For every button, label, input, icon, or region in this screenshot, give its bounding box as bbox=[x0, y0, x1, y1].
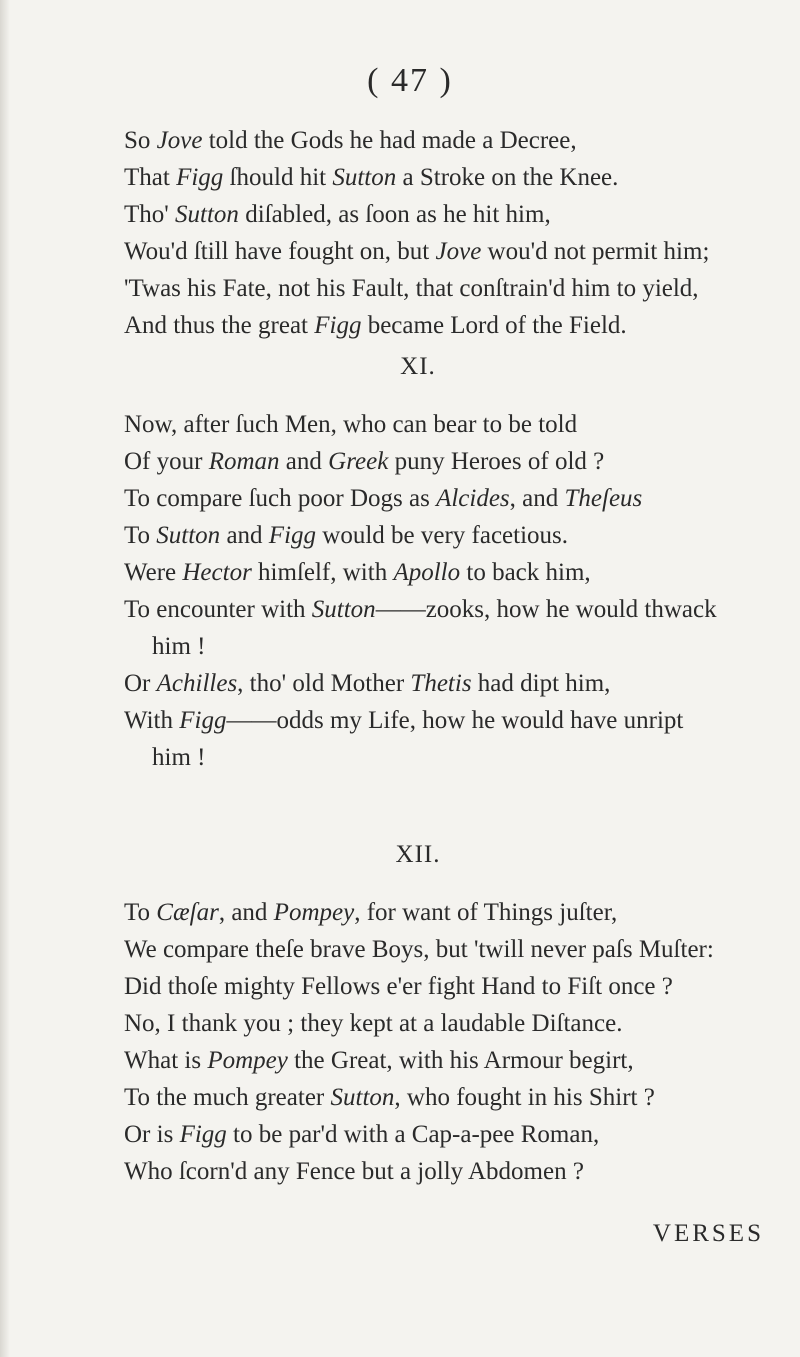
verse-line bbox=[124, 702, 800, 739]
page-gutter bbox=[0, 0, 10, 1357]
italic-name: Apollo bbox=[393, 559, 461, 586]
verse-text: diſabled, as ſoon as he hit him, bbox=[238, 201, 551, 228]
verse-text: , and bbox=[218, 899, 274, 926]
verse-line bbox=[124, 1153, 800, 1190]
verse-text: , and bbox=[509, 485, 565, 512]
verse-text: and bbox=[279, 448, 329, 475]
verse-text: puny Heroes of old ? bbox=[388, 448, 605, 475]
verse-text: , tho' old Mother bbox=[237, 670, 411, 697]
verse-line bbox=[124, 1005, 800, 1042]
verse-text: And thus the great bbox=[124, 312, 315, 339]
verse-text: , who fought in his Shirt ? bbox=[394, 1084, 655, 1111]
verse-text: What is bbox=[124, 1047, 208, 1074]
italic-name: Figg bbox=[268, 522, 317, 549]
verse-line bbox=[124, 1079, 800, 1116]
verse-text: to be par'd with a Cap-a-pee Roman, bbox=[226, 1121, 600, 1148]
verse-text: him ! bbox=[152, 744, 206, 771]
italic-name: Figg bbox=[179, 707, 227, 734]
verse-text: With bbox=[124, 707, 180, 734]
verse-text: told the Gods he had made a Decree, bbox=[202, 127, 577, 154]
verse-text: To the much greater bbox=[124, 1084, 331, 1111]
verse-line bbox=[124, 517, 800, 554]
verse-line bbox=[124, 159, 800, 196]
verse-text: That bbox=[124, 164, 177, 191]
verse-text: a Stroke on the Knee. bbox=[396, 164, 619, 191]
verse-line bbox=[124, 739, 800, 776]
verse-text: To encounter with bbox=[124, 596, 312, 623]
verse-line bbox=[124, 406, 800, 443]
verse-line bbox=[124, 628, 800, 665]
verse-text: Now, after ſuch Men, who can bear to be told bbox=[124, 411, 578, 438]
verse-text: ſhould hit bbox=[223, 164, 333, 191]
section-numeral-xii: XII. bbox=[395, 841, 441, 868]
verse-text: Did thoſe mighty Fellows e'er fight Hand to Fiſt once ? bbox=[124, 973, 673, 1000]
italic-name: Sutton bbox=[175, 201, 239, 228]
italic-name: Sutton bbox=[311, 596, 376, 623]
verse-text: Tho' bbox=[124, 201, 176, 228]
verse-text: Or is bbox=[124, 1121, 180, 1148]
stanza-xii bbox=[124, 894, 800, 1190]
stanza-xi bbox=[124, 406, 800, 776]
verse-text: To bbox=[124, 899, 157, 926]
verse-line bbox=[124, 307, 800, 344]
verse-text: Wou'd ſtill have fought on, but bbox=[124, 238, 436, 265]
italic-name: Greek bbox=[328, 448, 389, 475]
verse-text: To compare ſuch poor Dogs as bbox=[124, 485, 437, 512]
italic-name: Sutton bbox=[332, 164, 397, 191]
verse-text: the Great, with his Armour begirt, bbox=[287, 1047, 634, 1074]
italic-name: Alcides bbox=[436, 485, 510, 512]
verse-text: and bbox=[220, 522, 269, 549]
verse-text: To bbox=[124, 522, 157, 549]
verse-text: him ! bbox=[152, 633, 206, 660]
verse-text: became Lord of the Field. bbox=[361, 312, 627, 339]
italic-name: Sutton bbox=[330, 1084, 395, 1111]
verse-text: So bbox=[124, 127, 157, 154]
verse-text: wou'd not permit him; bbox=[481, 238, 710, 265]
catchword: VERSES bbox=[652, 1220, 764, 1247]
section-numeral-xi: XI. bbox=[400, 353, 436, 380]
verse-line bbox=[124, 443, 800, 480]
italic-name: Pompey bbox=[273, 899, 355, 926]
italic-name: Jove bbox=[156, 127, 203, 154]
verse-text: 'Twas his Fate, not his Fault, that conſtrain'd him to yield, bbox=[124, 275, 699, 302]
italic-name: Figg bbox=[179, 1121, 227, 1148]
verse-text: would be very facetious. bbox=[316, 522, 569, 549]
italic-name: Achilles bbox=[156, 670, 238, 697]
verse-line bbox=[124, 931, 800, 968]
verse-line bbox=[124, 894, 800, 931]
verse-text: Or bbox=[124, 670, 157, 697]
verse-text: No, I thank you ; they kept at a laudable Diſtance. bbox=[124, 1010, 623, 1037]
italic-name: Theſeus bbox=[564, 485, 643, 512]
italic-name: Hector bbox=[182, 559, 252, 586]
verse-line bbox=[124, 1042, 800, 1079]
verse-text: , for want of Things juſter, bbox=[354, 899, 618, 926]
verse-text: to back him, bbox=[460, 559, 591, 586]
verse-text: Who ſcorn'd any Fence but a jolly Abdomen ? bbox=[124, 1158, 584, 1185]
stanza-x bbox=[124, 122, 800, 344]
verse-line bbox=[124, 665, 800, 702]
italic-name: Sutton bbox=[156, 522, 221, 549]
verse-line bbox=[124, 270, 800, 307]
verse-text: himſelf, with bbox=[251, 559, 394, 586]
italic-name: Cæſar bbox=[156, 899, 219, 926]
italic-name: Figg bbox=[314, 312, 362, 339]
verse-line bbox=[124, 554, 800, 591]
page-number: ( 47 ) bbox=[367, 62, 453, 99]
verse-text: We compare theſe brave Boys, but 'twill never paſs Muſter: bbox=[124, 936, 714, 963]
verse-line bbox=[124, 480, 800, 517]
verse-line bbox=[124, 233, 800, 270]
italic-name: Roman bbox=[208, 448, 280, 475]
italic-name: Figg bbox=[176, 164, 224, 191]
verse-text: ——odds my Life, how he would have unript bbox=[226, 707, 684, 734]
italic-name: Jove bbox=[435, 238, 482, 265]
verse-text: Were bbox=[124, 559, 183, 586]
verse-line bbox=[124, 968, 800, 1005]
verse-text: ——zooks, how he would thwack bbox=[375, 596, 717, 623]
verse-line bbox=[124, 591, 800, 628]
verse-text: had dipt him, bbox=[471, 670, 611, 697]
verse-line bbox=[124, 196, 800, 233]
verse-text: Of your bbox=[124, 448, 209, 475]
italic-name: Pompey bbox=[207, 1047, 288, 1074]
italic-name: Thetis bbox=[410, 670, 472, 697]
verse-line bbox=[124, 122, 800, 159]
verse-line bbox=[124, 1116, 800, 1153]
